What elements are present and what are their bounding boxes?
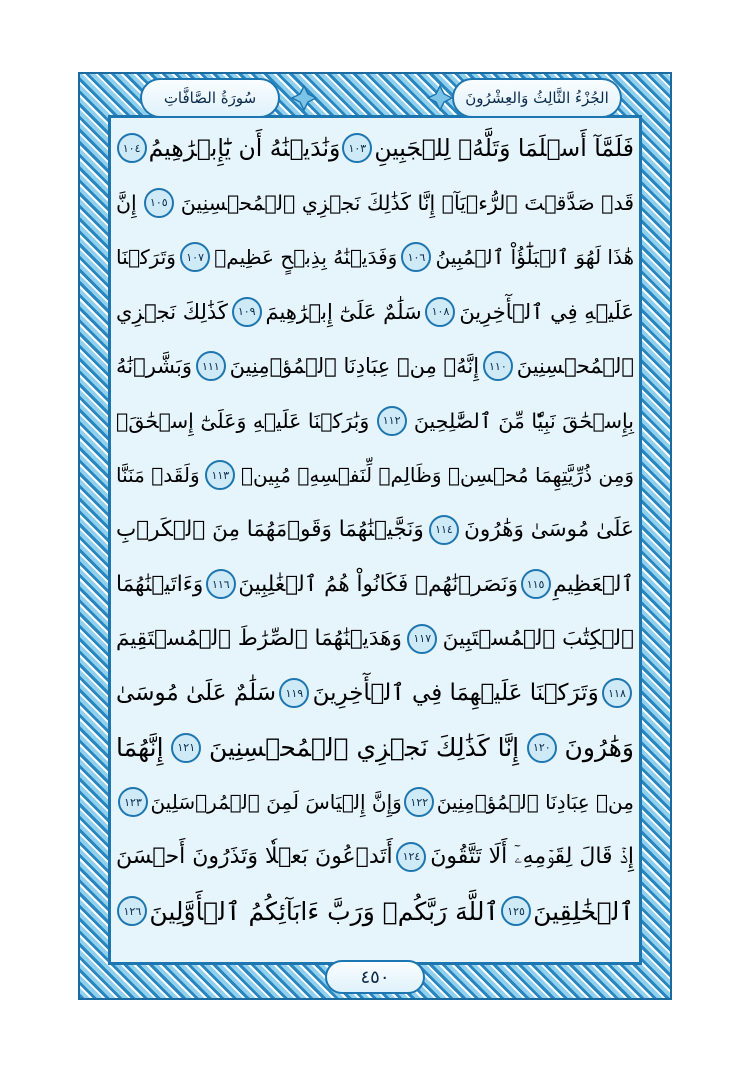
ayah-number-marker: ١١٨ [602, 678, 632, 708]
verse-text: وَتَرَكۡنَا [116, 245, 176, 269]
verse-text: إِنَّ [116, 190, 137, 215]
text-line [116, 720, 634, 776]
verse-text: وَنَجَّيۡنَٰهُمَا وَقَوۡمَهُمَا مِنَ ٱلۡكَرۡبِ [116, 517, 424, 542]
verse-text: إِنَّهُۥ مِنۡ عِبَادِنَا ٱلۡمُؤۡمِنِينَ [229, 354, 480, 378]
ayah-number-marker: ١٢٣ [118, 787, 148, 817]
header-ornament-icon [426, 84, 454, 112]
verse-text: قَدۡ صَدَّقۡتَ ٱلرُّءۡيَآۚ إِنَّا كَذَٰلِكَ نَجۡزِي ٱلۡمُحۡسِنِينَ [180, 190, 634, 215]
verse-text: كَذَٰلِكَ نَجۡزِي [116, 299, 228, 324]
ayah-number-marker: ١٠٧ [180, 242, 210, 272]
ayah-number-marker: ١١٧ [407, 624, 437, 654]
ayah-number-marker: ١٠٤ [117, 133, 147, 163]
verse-text: إِنَّا كَذَٰلِكَ نَجۡزِي ٱلۡمُحۡسِنِينَ [208, 733, 520, 762]
ayah-number-marker: ١٠٣ [342, 133, 372, 163]
text-line [116, 338, 634, 394]
verse-text: ٱلۡكِتَٰبَ ٱلۡمُسۡتَبِينَ [442, 626, 634, 651]
verse-text: وَفَدَيۡنَٰهُ بِذِبۡحٍ عَظِيمٖ [214, 245, 398, 269]
header-ornament-icon [290, 84, 318, 112]
ayah-number-marker: ١٠٥ [144, 188, 174, 218]
verse-text: سَلَٰمٌ عَلَىٰٓ إِبۡرَٰهِيمَ [265, 299, 422, 324]
verse-text: وَنَٰدَيۡنَٰهُ أَن يَٰٓإِبۡرَٰهِيمُ [148, 134, 341, 162]
juz-title [452, 78, 622, 118]
verse-text: وَءَاتَيۡنَٰهُمَا [116, 571, 204, 597]
ayah-number-marker: ١١٣ [205, 460, 235, 490]
text-line [116, 120, 634, 176]
verse-text: مِنۡ عِبَادِنَا ٱلۡمُؤۡمِنِينَ [436, 790, 634, 814]
juz-label: الجُزْءُ الثَّالِثُ وَالعِشْرُونَ [465, 89, 609, 107]
ayah-number-marker: ١١٦ [206, 569, 236, 599]
ayah-number-marker: ١٢٥ [501, 896, 531, 926]
ayah-number-marker: ١١٤ [429, 515, 459, 545]
verse-text: عَلَيۡهِ فِي ٱلۡأٓخِرِينَ [459, 299, 634, 324]
ayah-number-marker: ١١٢ [377, 406, 407, 436]
verse-text: ٱلۡخَٰلِقِينَ [533, 896, 634, 926]
text-line [116, 611, 634, 667]
text-line [116, 883, 634, 939]
page-number-badge [325, 960, 425, 994]
verse-text: وَهَدَيۡنَٰهُمَا ٱلصِّرَٰطَ ٱلۡمُسۡتَقِيمَ [116, 626, 402, 651]
text-line [116, 229, 634, 285]
text-line [116, 447, 634, 503]
verse-text: أَتَدۡعُونَ بَعۡلٗا وَتَذَرُونَ أَحۡسَنَ [116, 844, 393, 869]
ayah-number-marker: ١٠٨ [425, 297, 455, 327]
page-number: ٤٥٠ [360, 966, 390, 988]
verse-text: ٱللَّهَ رَبَّكُمۡ وَرَبَّ ءَابَآئِكُمُ ٱلۡأَوَّلِينَ [149, 896, 500, 926]
surah-title [140, 78, 280, 118]
verse-text: عَلَىٰ مُوسَىٰ وَهَٰرُونَ [464, 517, 634, 542]
verse-text: بِإِسۡحَٰقَ نَبِيّٗا مِّنَ ٱلصَّٰلِحِينَ [413, 408, 634, 433]
ayah-number-marker: ١٢٦ [117, 896, 147, 926]
verse-text: وَهَٰرُونَ [564, 733, 634, 762]
verse-text: إِنَّهُمَا [116, 733, 164, 762]
verse-text: إِذۡ قَالَ لِقَوۡمِهِۦٓ أَلَا تَتَّقُونَ [430, 844, 634, 869]
ayah-number-marker: ١٢٠ [527, 733, 557, 763]
verse-text: وَبَٰرَكۡنَا عَلَيۡهِ وَعَلَىٰٓ إِسۡحَٰقَۚ [116, 408, 370, 433]
verse-text: ٱلۡمُحۡسِنِينَ [516, 354, 634, 378]
verse-text: وَإِنَّ إِلۡيَاسَ لَمِنَ ٱلۡمُرۡسَلِينَ [150, 790, 402, 814]
ayah-number-marker: ١٢٤ [396, 842, 426, 872]
text-line [116, 829, 634, 885]
ayah-number-marker: ١٢٢ [404, 787, 434, 817]
ayah-number-marker: ١١١ [196, 351, 226, 381]
text-line [116, 502, 634, 558]
ayah-number-marker: ١٢١ [171, 733, 201, 763]
ayah-number-marker: ١١٩ [279, 678, 309, 708]
surah-label: سُورَةُ الصَّافَّاتِ [163, 89, 257, 107]
verse-text: هَٰذَا لَهُوَ ٱلۡبَلَٰٓؤُاْ ٱلۡمُبِينُ [435, 245, 634, 269]
text-line [116, 393, 634, 449]
text-line [116, 556, 634, 612]
ayah-number-marker: ١١٥ [521, 569, 551, 599]
verse-text: فَلَمَّآ أَسۡلَمَا وَتَلَّهُۥ لِلۡجَبِينِ [374, 134, 634, 162]
verse-text: وَبَشَّرۡنَٰهُ [116, 354, 193, 378]
ayah-number-marker: ١١٠ [483, 351, 513, 381]
verse-text: وَلَقَدۡ مَنَنَّا [116, 463, 200, 487]
verse-text: وَمِن ذُرِّيَّتِهِمَا مُحۡسِنٞ وَظَالِمٞ لِّنَفۡسِهِۦ مُبِينٞ [240, 463, 634, 487]
verse-text: وَتَرَكۡنَا عَلَيۡهِمَا فِي ٱلۡأٓخِرِينَ [312, 680, 599, 706]
verse-text: وَنَصَرۡنَٰهُمۡ فَكَانُواْ هُمُ ٱلۡغَٰلِبِينَ [238, 571, 519, 597]
quran-text [116, 120, 634, 940]
text-line [116, 665, 634, 721]
verse-text: ٱلۡعَظِيمِ [553, 571, 634, 597]
ayah-number-marker: ١٠٩ [232, 297, 262, 327]
text-line [116, 175, 634, 231]
text-line [116, 774, 634, 830]
ayah-number-marker: ١٠٦ [401, 242, 431, 272]
verse-text: سَلَٰمٌ عَلَىٰ مُوسَىٰ [116, 680, 276, 706]
text-line [116, 284, 634, 340]
